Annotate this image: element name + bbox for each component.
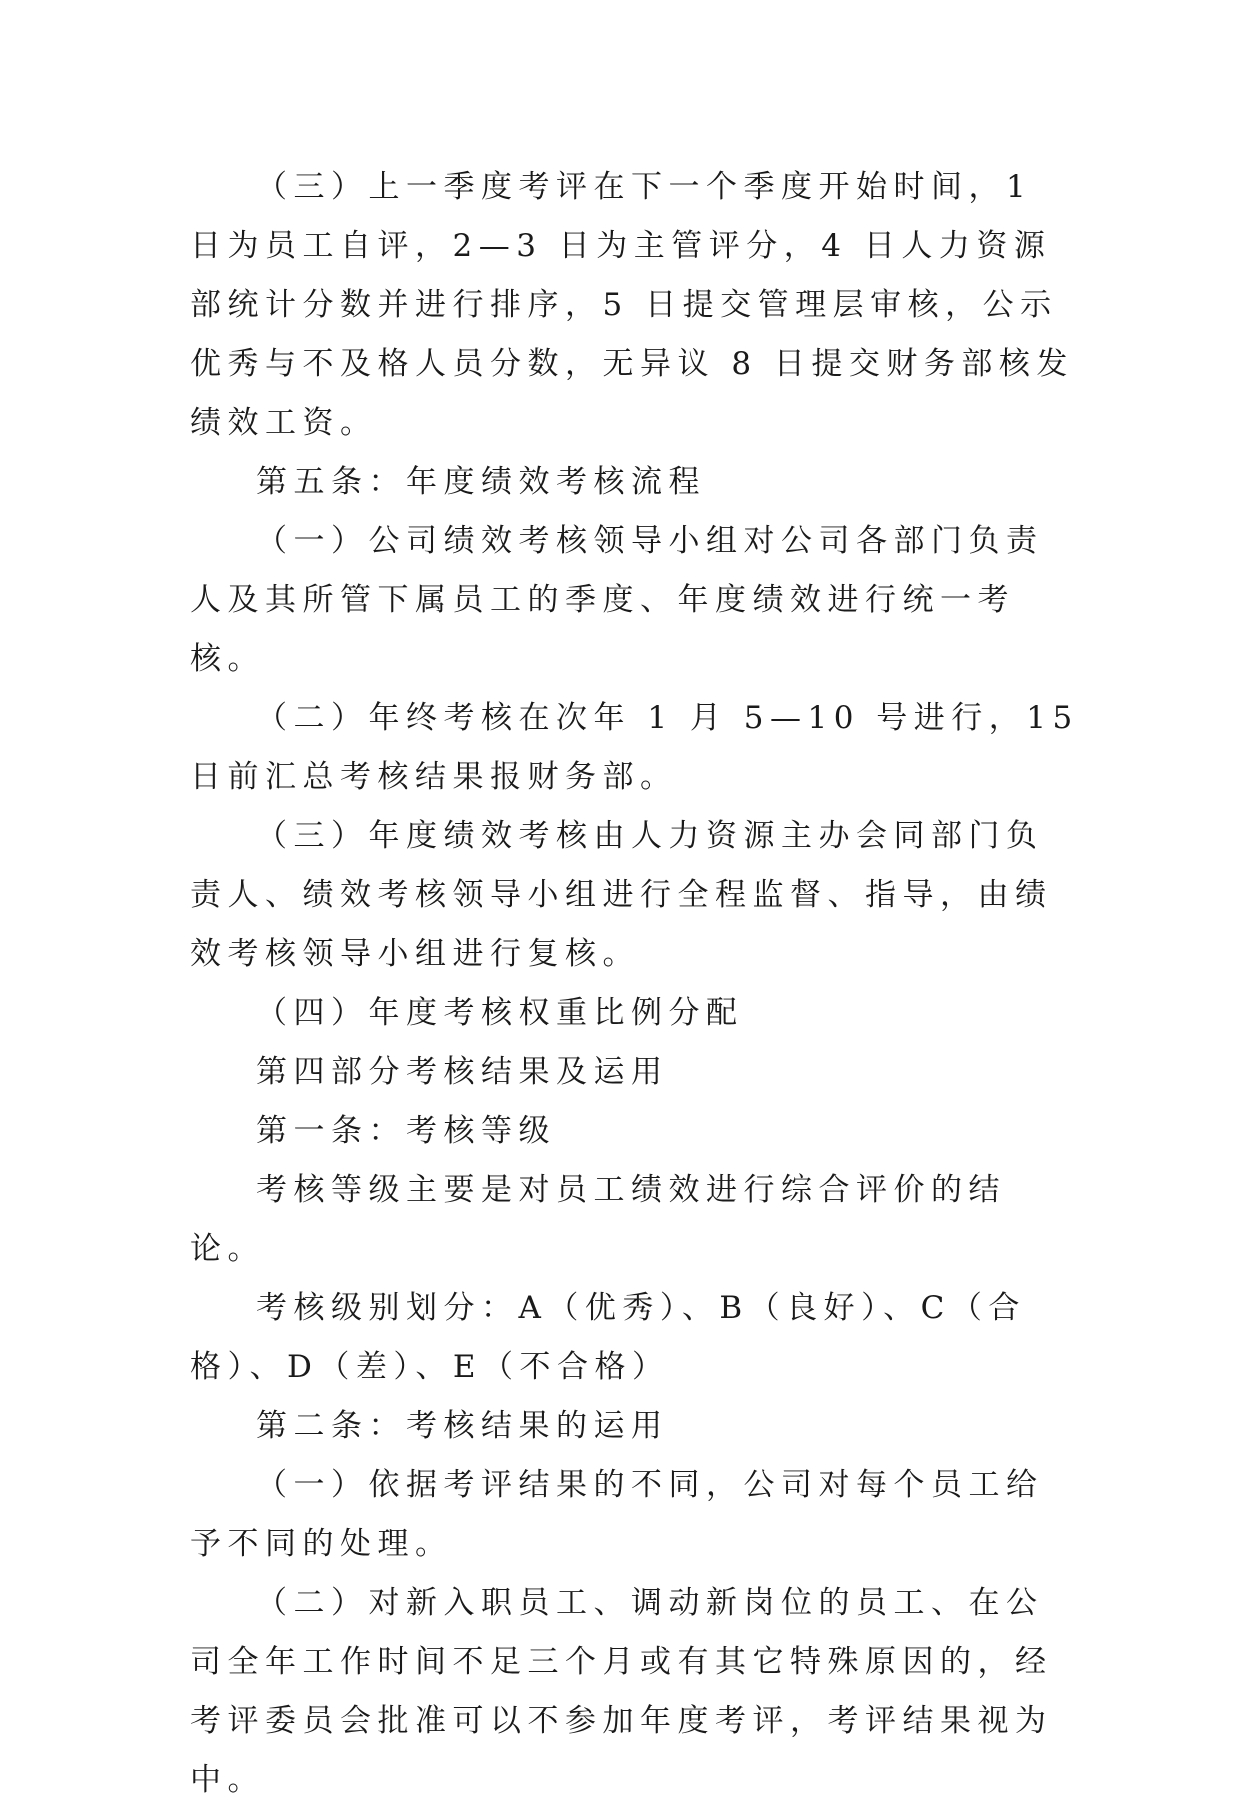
paragraph-leadership-group: （一）公司绩效考核领导小组对公司各部门负责人及其所管下属员工的季度、年度绩效进行统一考核。 <box>190 523 1044 677</box>
document-body <box>190 158 1080 1810</box>
paragraph-grade-definition: 考核等级主要是对员工绩效进行综合评价的结论。 <box>190 1172 1006 1267</box>
paragraph-supervision: （三）年度绩效考核由人力资源主办会同部门负责人、绩效考核领导小组进行全程监督、指导，由绩效考核领导小组进行复核。 <box>190 818 1053 972</box>
article-heading-grades: 第一条：考核等级 <box>256 1113 556 1149</box>
article-heading-application: 第二条：考核结果的运用 <box>256 1408 669 1444</box>
paragraph-exemptions: （二）对新入职员工、调动新岗位的员工、在公司全年工作时间不足三个月或有其它特殊原因的，经考评委员会批准可以不参加年度考评，考评结果视为中。 <box>190 1585 1053 1798</box>
paragraph-grade-levels: 考核级别划分：A（优秀）、B（良好）、C（合格）、D（差）、E（不合格） <box>190 1290 1026 1385</box>
paragraph-differential-treatment: （一）依据考评结果的不同，公司对每个员工给予不同的处理。 <box>190 1467 1044 1562</box>
paragraph-quarterly-timeline: （三）上一季度考评在下一个季度开始时间，1 日为员工自评，2—3 日为主管评分，4 日人力资源部统计分数并进行排序，5 日提交管理层审核，公示优秀与不及格人员分数，无异议 8 日提交财务部核发绩效工资。 <box>190 169 1074 441</box>
article-heading-annual-process: 第五条：年度绩效考核流程 <box>256 464 706 500</box>
paragraph-weight-allocation: （四）年度考核权重比例分配 <box>256 995 744 1031</box>
section-heading-results: 第四部分考核结果及运用 <box>256 1054 669 1090</box>
paragraph-year-end-schedule: （二）年终考核在次年 1 月 5—10 号进行，15 日前汇总考核结果报财务部。 <box>190 700 1079 795</box>
